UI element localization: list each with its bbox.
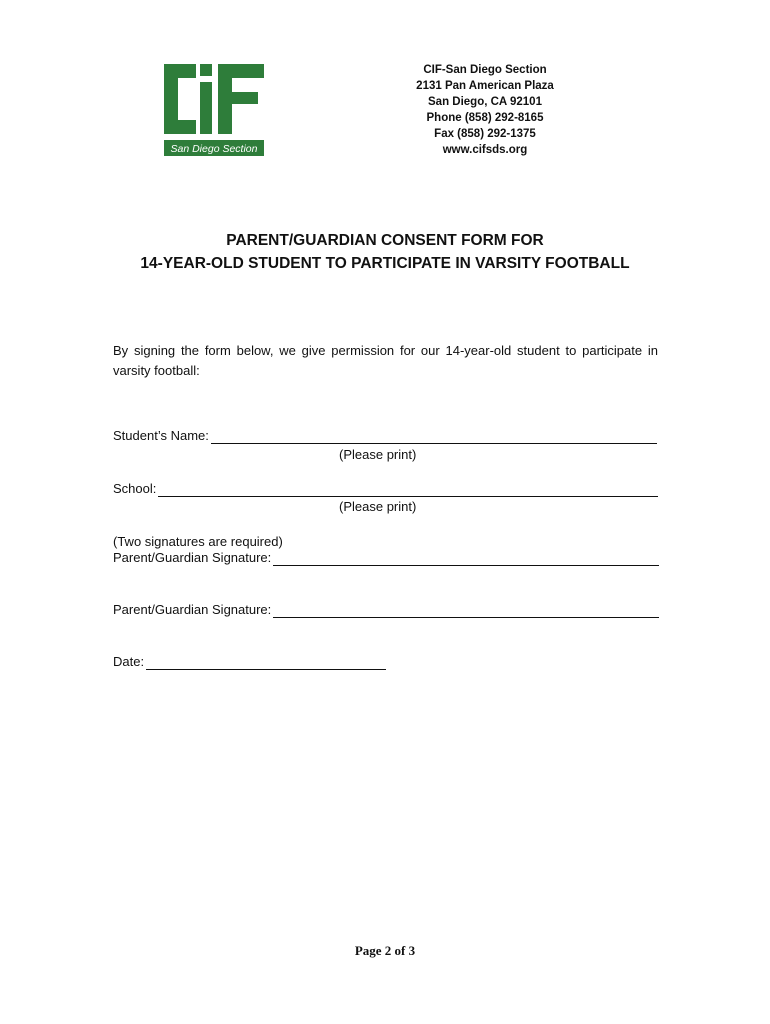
date-field[interactable] [113, 654, 386, 670]
school-line[interactable] [158, 483, 658, 497]
date-line[interactable] [146, 656, 386, 670]
parent-signature-2-label: Parent/Guardian Signature: [113, 602, 272, 617]
org-street: 2131 Pan American Plaza [416, 80, 554, 92]
student-name-line[interactable] [211, 430, 657, 444]
org-phone: Phone (858) 292-8165 [426, 112, 544, 124]
student-name-label: Student’s Name: [113, 428, 209, 443]
intro-paragraph: By signing the form below, we give permission for our 14-year-old student to participate in varsity football: [113, 343, 658, 378]
school-hint: (Please print) [339, 499, 417, 514]
parent-signature-2-field[interactable] [113, 602, 659, 618]
form-title-line2: 14-YEAR-OLD STUDENT TO PARTICIPATE IN VARSITY FOOTBALL [140, 255, 630, 272]
parent-signature-2-line[interactable] [273, 604, 659, 618]
date-label: Date: [113, 654, 145, 669]
school-field[interactable] [113, 481, 658, 497]
parent-signature-1-line[interactable] [273, 552, 659, 566]
signatures-note: (Two signatures are required) [113, 534, 283, 549]
page-number: Page 2 of 3 [354, 943, 416, 958]
logo-tagline: San Diego Section [170, 143, 258, 155]
org-fax: Fax (858) 292-1375 [434, 128, 536, 140]
parent-signature-1-label: Parent/Guardian Signature: [113, 550, 272, 565]
organization-address [380, 62, 590, 158]
form-title [60, 229, 710, 275]
parent-signature-1-field[interactable] [113, 550, 659, 566]
form-title-line1: PARENT/GUARDIAN CONSENT FORM FOR [226, 232, 544, 249]
org-name: CIF-San Diego Section [423, 64, 547, 76]
cif-logo [160, 58, 266, 158]
org-city-state-zip: San Diego, CA 92101 [428, 96, 542, 108]
org-website: www.cifsds.org [442, 144, 528, 156]
student-name-field[interactable] [113, 428, 657, 444]
school-label: School: [113, 481, 157, 496]
student-name-hint: (Please print) [339, 447, 417, 462]
